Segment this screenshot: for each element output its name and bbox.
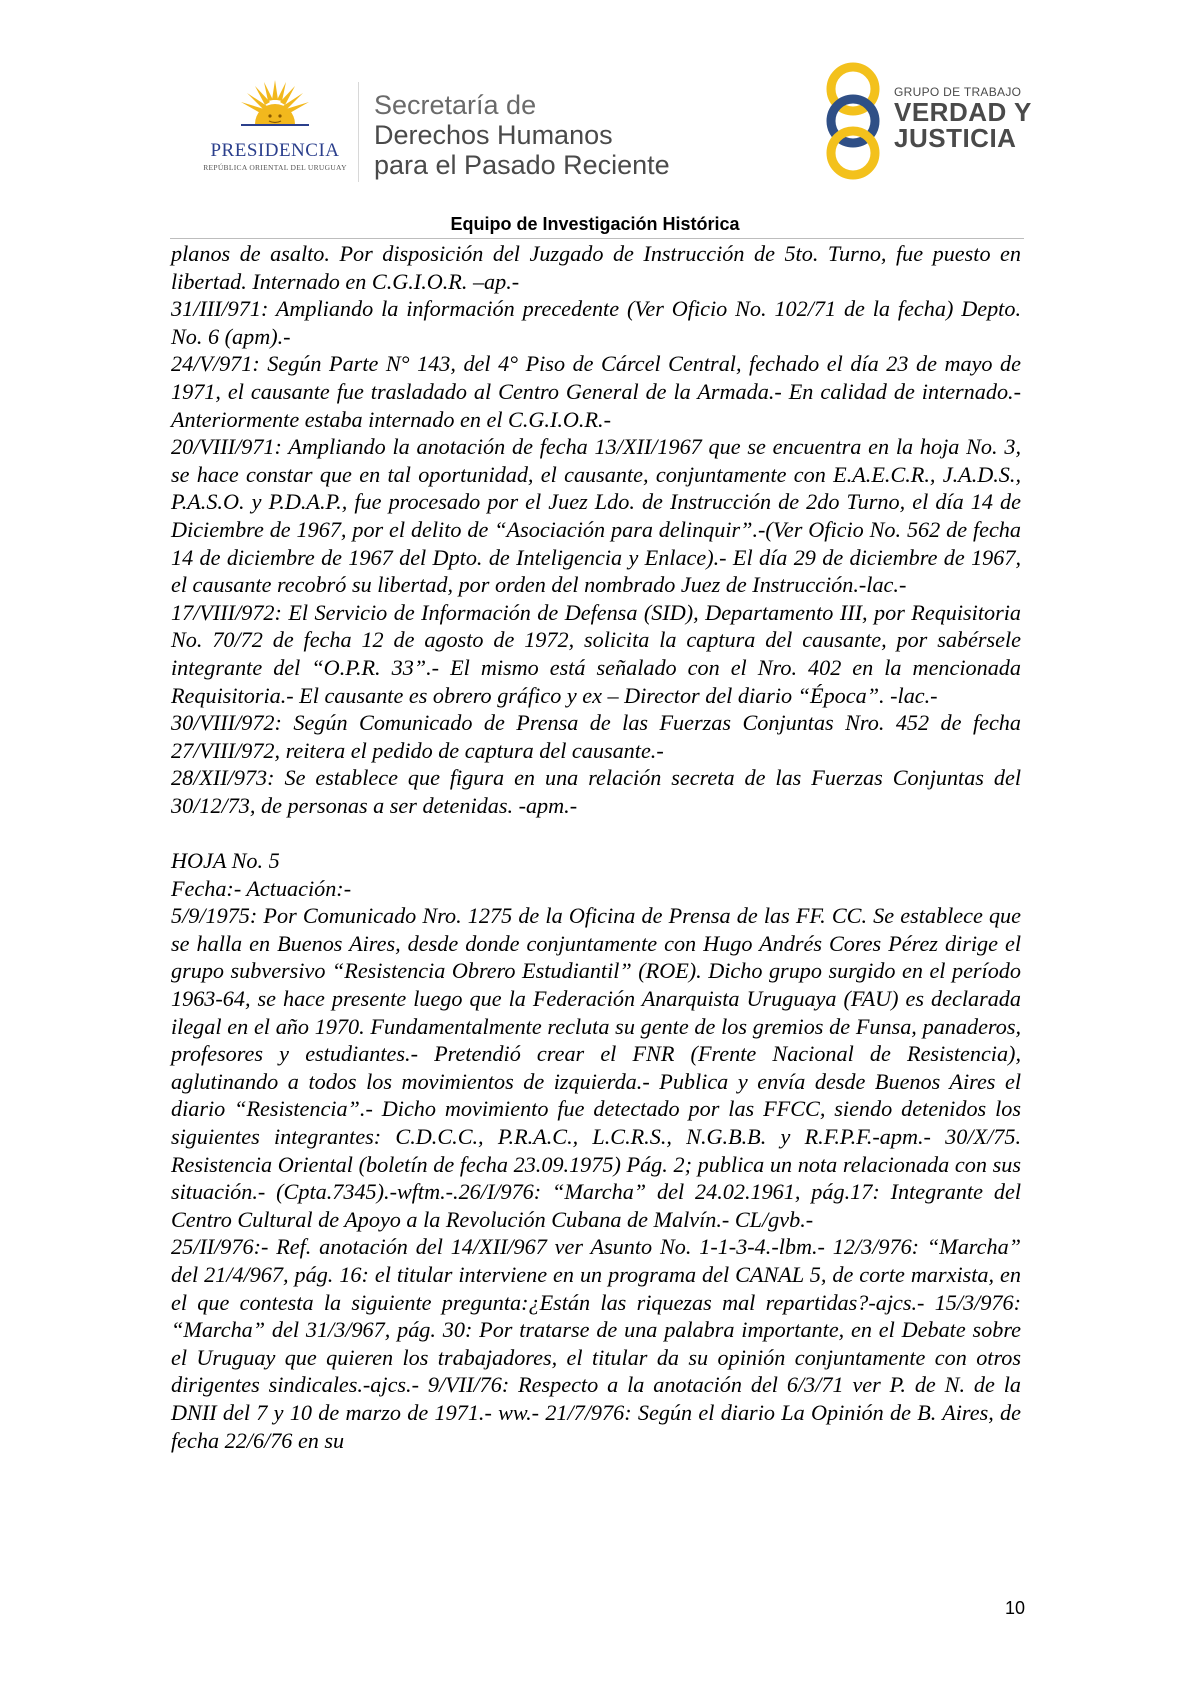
secretaria-title [374, 90, 670, 180]
page-header [0, 0, 1190, 200]
paragraph: 28/XII/973: Se establece que figura en una relación secreta de las Fuerzas Conjuntas del 30/12/73, de personas a ser detenidas. -apm.- [171, 765, 1021, 818]
sun-emblem-icon [237, 78, 313, 140]
grupo-trabajo-small: GRUPO DE TRABAJO [894, 85, 1022, 99]
header-rule [170, 238, 1024, 239]
paragraph: 31/III/971: Ampliando la información precedente (Ver Oficio No. 102/71 de la fecha) Depto. No. 6 (apm).- [171, 296, 1021, 349]
paragraph: 30/VIII/972: Según Comunicado de Prensa de las Fuerzas Conjuntas Nro. 452 de fecha 27/VIII/972, reitera el pedido de captura del causante.- [171, 710, 1021, 763]
paragraph: planos de asalto. Por disposición del Juzgado de Instrucción de 5to. Turno, fue puesto en libertad. Internado en C.G.I.O.R. –ap.- [171, 241, 1021, 294]
secretaria-line-3: para el Pasado Reciente [374, 150, 670, 180]
grupo-trabajo-text [894, 85, 1032, 151]
grupo-trabajo-line-2: JUSTICIA [894, 123, 1017, 153]
document-body [171, 240, 1021, 1454]
secretaria-line-2: Derechos Humanos [374, 120, 613, 150]
paragraph: 20/VIII/971: Ampliando la anotación de fecha 13/XII/1967 que se encuentra en la hoja No. 3, se hace constar que en tal oportunidad, el causante, conjuntamente con E.A.E.C.R., J.A.D.S., P.A.S.O. y P.D.A.P., fue procesado por el Juez Ldo. de Instrucción de 2do Turno, el día 14 de Diciembre de 1967, por el delito de “Asociación para delinquir”.-(Ver Oficio No. 562 de fecha 14 de diciembre de 1967 del Dpto. de Inteligencia y Enlace).- El día 29 de diciembre de 1967, el causante recobró su libertad, por orden del nombrado Juez de Instrucción.-lac.- [171, 434, 1021, 598]
logo-divider [358, 82, 359, 182]
paragraph: 5/9/1975: Por Comunicado Nro. 1275 de la Oficina de Prensa de las FF. CC. Se establece que se halla en Buenos Aires, desde donde conjuntamente con Hugo Andrés Cores Pérez dirige el grupo subversivo “Resistencia Obrero Estudiantil” (ROE). Dicho grupo surgido en el período 1963-64, se hace presente luego que la Federación Anarquista Uruguaya (FAU) es declarada ilegal en el año 1970. Fundamentalmente recluta su gente de los gremios de Funsa, panaderos, profesores y estudiantes.- Pretendió crear el FNR (Frente Nacional de Resistencia), aglutinando a todos los movimientos de izquierda.- Publica y envía desde Buenos Aires el diario “Resistencia”.- Dicho movimiento fue detectado por las FFCC, siendo detenidos los siguientes integrantes: C.D.C.C., P.R.A.C., L.C.R.S., N.G.B.B. y R.F.P.F.-apm.- 30/X/75. Resistencia Oriental (boletín de fecha 23.09.1975) Pág. 2; publica un nota relacionada con sus situación.- (Cpta.7345).-wftm.-.26/I/976: “Marcha” del 24.02.1961, pág.17: Integrante del Centro Cultural de Apoyo a la Revolución Cubana de Malvín.- CL/gvb.- [171, 903, 1021, 1232]
presidencia-logo [195, 78, 355, 178]
team-title: Equipo de Investigación Histórica [450, 214, 740, 234]
grupo-trabajo-logo [818, 55, 1048, 185]
secretaria-line-1: Secretaría de [374, 90, 537, 120]
paragraph: 17/VIII/972: El Servicio de Información de Defensa (SID), Departamento III, por Requisitoria No. 70/72 de fecha 12 de agosto de 1972, solicita la captura del causante, por sabérsele integrante del “O.P.R. 33”.- El mismo está señalado con el Nro. 402 en la mencionada Requisitoria.- El causante es obrero gráfico y ex – Director del diario “Época”. -lac.- [171, 599, 1021, 708]
paragraph: 25/II/976:- Ref. anotación del 14/XII/967 ver Asunto No. 1-1-3-4.-lbm.- 12/3/976: “Marcha” del 21/4/967, pág. 16: el titular interviene en un programa del CANAL 5, de corte marxista, en el que contesta la siguiente pregunta:¿Están las riquezas mal repartidas?-ajcs.- 15/3/976: “Marcha” del 31/3/967, pág. 30: Por tratarse de una palabra importante, en el Debate sobre el Uruguay que quieren los trabajadores, el titular da su opinión conjuntamente con otros dirigentes sindicales.-ajcs.- 9/VII/76: Respecto a la anotación del 6/3/71 ver P. de N. de la DNII del 7 y 10 de marzo de 1971.- ww.- 21/7/976: Según el diario La Opinión de B. Aires, de fecha 22/6/76 en su [171, 1234, 1021, 1453]
hoja-title: HOJA No. 5 [171, 848, 280, 874]
page-number: 10 [1004, 1598, 1025, 1618]
linked-rings-icon [818, 55, 888, 185]
presidencia-subtitle: REPÚBLICA ORIENTAL DEL URUGUAY [203, 163, 347, 172]
grupo-trabajo-line-1: VERDAD Y [894, 97, 1032, 127]
presidencia-name: PRESIDENCIA [210, 140, 340, 161]
fecha-line: Fecha:- Actuación:- [171, 875, 352, 901]
paragraph-gap [171, 819, 1021, 847]
paragraph: 24/V/971: Según Parte N° 143, del 4° Piso de Cárcel Central, fechado el día 23 de mayo de 1971, el causante fue trasladado al Centro General de la Armada.- En calidad de internado.- Anteriormente estaba internado en el C.G.I.O.R.- [171, 351, 1021, 432]
